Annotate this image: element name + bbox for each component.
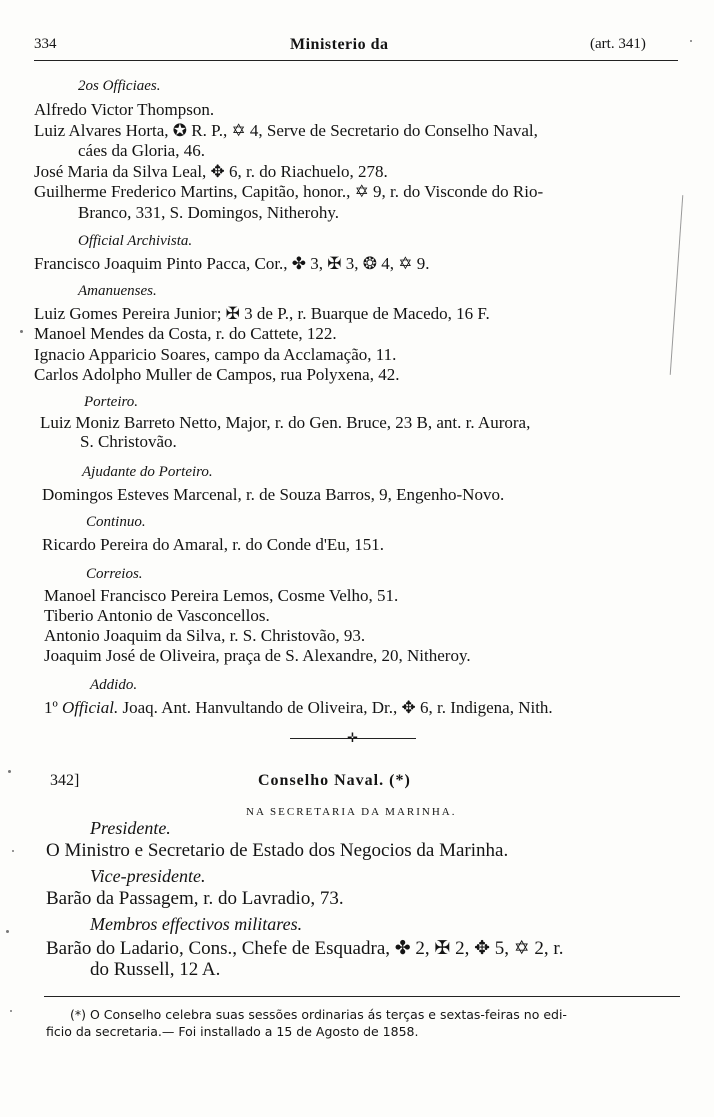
section-heading-porteiro: Porteiro. xyxy=(84,394,139,410)
entry-line: Luiz Alvares Horta, ✪ R. P., ✡ 4, Serve de Secretario do Conselho Naval, xyxy=(34,121,538,140)
section-heading-ajudante: Ajudante do Porteiro. xyxy=(82,464,213,480)
entry-line: Ignacio Apparicio Soares, campo da Acclamação, 11. xyxy=(34,345,397,364)
entry-line: S. Christovão. xyxy=(80,432,177,451)
entry-line: Alfredo Victor Thompson. xyxy=(34,100,215,119)
scan-speck xyxy=(8,770,11,773)
entry-line: Barão da Passagem, r. do Lavradio, 73. xyxy=(46,888,344,909)
running-title: Ministerio da xyxy=(290,36,389,53)
entry-line: do Russell, 12 A. xyxy=(90,959,221,980)
scan-speck xyxy=(6,930,9,933)
entry-line: Domingos Esteves Marcenal, r. de Souza Barros, 9, Engenho-Novo. xyxy=(42,485,505,504)
section-heading-addido: Addido. xyxy=(90,677,138,693)
entry-line: Tiberio Antonio de Vasconcellos. xyxy=(44,606,270,625)
header-rule xyxy=(34,60,678,61)
scan-mark xyxy=(670,195,684,375)
section-heading-membros: Membros effectivos militares. xyxy=(90,914,303,934)
entry-line: Manoel Mendes da Costa, r. do Cattete, 122. xyxy=(34,324,337,343)
page-number: 334 xyxy=(34,36,57,52)
entry-line: Guilherme Frederico Martins, Capitão, honor., ✡ 9, r. do Visconde do Rio- xyxy=(34,182,544,201)
scan-speck xyxy=(10,1010,12,1012)
entry-line: Barão do Ladario, Cons., Chefe de Esquadra, ✤ 2, ✠ 2, ✥ 5, ✡ 2, r. xyxy=(46,938,564,959)
entry-line: Joaquim José de Oliveira, praça de S. Alexandre, 20, Nitheroy. xyxy=(44,646,471,665)
scan-speck xyxy=(690,40,692,42)
section-heading-continuo: Continuo. xyxy=(86,514,146,530)
section-heading-amanuenses: Amanuenses. xyxy=(78,283,157,299)
entry-ordinal: 1º xyxy=(44,698,58,717)
entry-line: Francisco Joaquim Pinto Pacca, Cor., ✤ 3, ✠ 3, ❂ 4, ✡ 9. xyxy=(34,254,430,273)
scan-speck xyxy=(12,850,14,852)
entry-line: Luiz Moniz Barreto Netto, Major, r. do Gen. Bruce, 23 B, ant. r. Aurora, xyxy=(40,413,531,432)
entry-role: Official. xyxy=(62,698,119,717)
footnote-line: (*) O Conselho celebra suas sessões ordinarias ás terças e sextas-feiras no edi- xyxy=(70,1007,567,1022)
entry-line: Ricardo Pereira do Amaral, r. do Conde d'Eu, 151. xyxy=(42,535,385,554)
article-reference: (art. 341) xyxy=(590,36,646,52)
section-heading-vice-presidente: Vice-presidente. xyxy=(90,866,206,886)
entry-line: cáes da Gloria, 46. xyxy=(78,141,205,160)
entry-line: Branco, 331, S. Domingos, Nitherohy. xyxy=(78,203,339,222)
article-number: 342] xyxy=(50,772,80,789)
section-heading-officiaes: 2os Officiaes. xyxy=(78,78,161,94)
scan-speck xyxy=(20,330,23,333)
divider-cross-icon: ✛ xyxy=(347,730,358,745)
section-heading-archivista: Official Archivista. xyxy=(78,233,193,249)
entry-line: José Maria da Silva Leal, ✥ 6, r. do Riachuelo, 278. xyxy=(34,162,388,181)
section-heading-presidente: Presidente. xyxy=(90,818,171,838)
section-title: Conselho Naval. (*) xyxy=(258,772,411,789)
footnote-rule xyxy=(44,996,680,997)
section-heading-correios: Correios. xyxy=(86,566,143,582)
entry-line: O Ministro e Secretario de Estado dos Negocios da Marinha. xyxy=(46,840,509,861)
entry-line: Manoel Francisco Pereira Lemos, Cosme Velho, 51. xyxy=(44,586,399,605)
footnote-line: ficio da secretaria.— Foi installado a 15 de Agosto de 1858. xyxy=(46,1024,419,1039)
section-subtitle: NA SECRETARIA DA MARINHA. xyxy=(246,806,457,818)
entry-detail: Joaq. Ant. Hanvultando de Oliveira, Dr., ✥ 6, r. Indigena, Nith. xyxy=(122,698,553,717)
entry-line: Luiz Gomes Pereira Junior; ✠ 3 de P., r. Buarque de Macedo, 16 F. xyxy=(34,304,490,323)
entry-line: Carlos Adolpho Muller de Campos, rua Polyxena, 42. xyxy=(34,365,400,384)
entry-line: Antonio Joaquim da Silva, r. S. Christovão, 93. xyxy=(44,626,366,645)
entry-line-addido xyxy=(44,698,553,718)
